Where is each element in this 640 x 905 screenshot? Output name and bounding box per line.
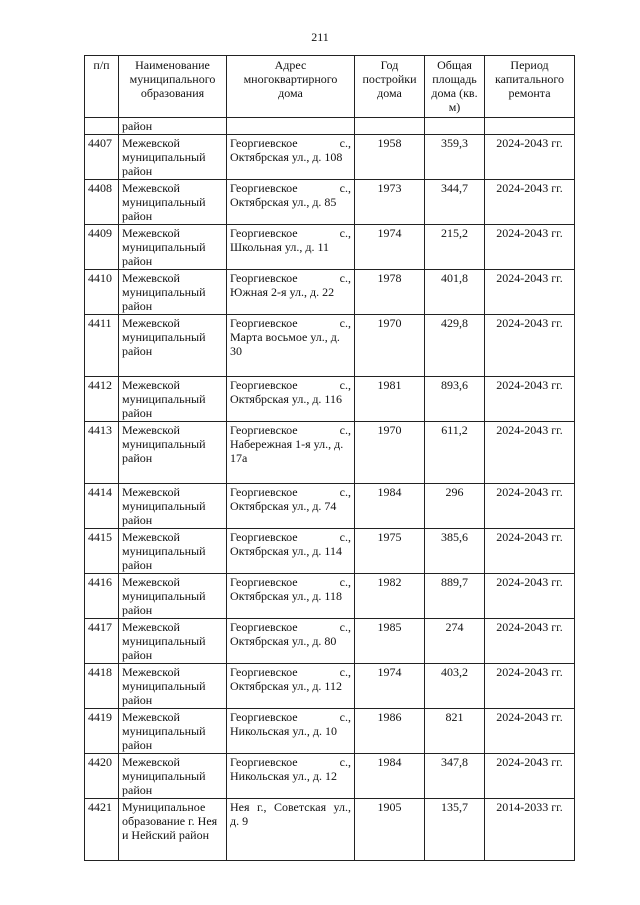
- cell-area: 359,3: [425, 135, 485, 180]
- cell-address: [227, 574, 355, 619]
- table-row: [85, 484, 575, 529]
- cell-area: 893,6: [425, 377, 485, 422]
- cell-municipality: Межевской муниципальный район: [119, 135, 227, 180]
- cell-num: 4412: [85, 377, 119, 422]
- cell-municipality: Межевской муниципальный район: [119, 180, 227, 225]
- cell-period: 2024-2043 гг.: [485, 225, 575, 270]
- header-num: п/п: [85, 56, 119, 118]
- cell-address: [227, 484, 355, 529]
- address-line-1: Георгиевское с.,: [230, 530, 351, 544]
- address-line-1: Георгиевское с.,: [230, 755, 351, 769]
- table-row: [85, 799, 575, 861]
- table-row: [85, 315, 575, 377]
- address-line-2: Южная 2-я ул., д. 22: [230, 285, 335, 299]
- cell-year: 1981: [355, 377, 425, 422]
- table-row: [85, 754, 575, 799]
- cell-year: 1975: [355, 529, 425, 574]
- cell-num: 4407: [85, 135, 119, 180]
- cell-num: 4416: [85, 574, 119, 619]
- continuation-row: [85, 118, 575, 135]
- cell-num: 4411: [85, 315, 119, 377]
- cell-period: 2024-2043 гг.: [485, 619, 575, 664]
- cell-area: 429,8: [425, 315, 485, 377]
- cell-area: 296: [425, 484, 485, 529]
- cell-num: 4417: [85, 619, 119, 664]
- header-address: Адрес многоквартирного дома: [227, 56, 355, 118]
- table-row: [85, 377, 575, 422]
- address-line-2: Марта восьмое ул., д. 30: [230, 330, 340, 358]
- cell-year: 1986: [355, 709, 425, 754]
- cell-area: 889,7: [425, 574, 485, 619]
- cell-area: 344,7: [425, 180, 485, 225]
- cell-year: 1905: [355, 799, 425, 861]
- cell-period: 2024-2043 гг.: [485, 529, 575, 574]
- cell-municipality: Межевской муниципальный район: [119, 574, 227, 619]
- cell-year: 1984: [355, 484, 425, 529]
- cell-period: 2024-2043 гг.: [485, 574, 575, 619]
- cell-address: [227, 754, 355, 799]
- address-line-2: д. 9: [230, 814, 249, 828]
- header-period: Период капитального ремонта: [485, 56, 575, 118]
- address-line-2: Октябрская ул., д. 114: [230, 544, 342, 558]
- address-line-2: Октябрская ул., д. 80: [230, 634, 337, 648]
- cell-period: 2024-2043 гг.: [485, 180, 575, 225]
- table-header: [85, 56, 575, 118]
- cell-municipality: Межевской муниципальный район: [119, 315, 227, 377]
- cell-area: 611,2: [425, 422, 485, 484]
- cell-num: 4421: [85, 799, 119, 861]
- cell-address: [227, 135, 355, 180]
- header-area: Общая площадь дома (кв. м): [425, 56, 485, 118]
- cell-municipality: Межевской муниципальный район: [119, 664, 227, 709]
- address-line-1: Георгиевское с.,: [230, 316, 351, 330]
- address-line-1: Георгиевское с.,: [230, 485, 351, 499]
- table-row: [85, 225, 575, 270]
- cell-num: 4415: [85, 529, 119, 574]
- address-line-2: Никольская ул., д. 10: [230, 724, 337, 738]
- address-line-2: Октябрская ул., д. 108: [230, 150, 343, 164]
- cell-area: 135,7: [425, 799, 485, 861]
- cell-year: 1973: [355, 180, 425, 225]
- cell-municipality: район: [119, 118, 227, 135]
- cell-year: 1984: [355, 754, 425, 799]
- cell-period: [485, 118, 575, 135]
- cell-num: 4414: [85, 484, 119, 529]
- cell-area: 401,8: [425, 270, 485, 315]
- cell-municipality: Межевской муниципальный район: [119, 529, 227, 574]
- table-row: [85, 422, 575, 484]
- address-line-1: Георгиевское с.,: [230, 136, 351, 150]
- header-year: Год постройки дома: [355, 56, 425, 118]
- address-line-1: Георгиевское с.,: [230, 378, 351, 392]
- cell-year: 1985: [355, 619, 425, 664]
- cell-municipality: Муниципальное образование г. Нея и Нейский район: [119, 799, 227, 861]
- cell-address: [227, 315, 355, 377]
- cell-year: 1970: [355, 315, 425, 377]
- cell-num: 4420: [85, 754, 119, 799]
- table-row: [85, 529, 575, 574]
- cell-num: 4410: [85, 270, 119, 315]
- cell-address: [227, 377, 355, 422]
- address-line-1: Георгиевское с.,: [230, 423, 351, 437]
- cell-address: [227, 118, 355, 135]
- cell-year: 1970: [355, 422, 425, 484]
- cell-num: 4408: [85, 180, 119, 225]
- cell-area: 385,6: [425, 529, 485, 574]
- cell-area: 403,2: [425, 664, 485, 709]
- cell-num: 4409: [85, 225, 119, 270]
- table-row: [85, 619, 575, 664]
- address-line-1: Георгиевское с.,: [230, 271, 351, 285]
- cell-num: 4419: [85, 709, 119, 754]
- cell-year: 1978: [355, 270, 425, 315]
- address-line-2: Октябрская ул., д. 118: [230, 589, 342, 603]
- table-row: [85, 135, 575, 180]
- cell-municipality: Межевской муниципальный район: [119, 619, 227, 664]
- cell-period: 2024-2043 гг.: [485, 664, 575, 709]
- address-line-1: Георгиевское с.,: [230, 575, 351, 589]
- address-line-1: Георгиевское с.,: [230, 181, 351, 195]
- cell-address: [227, 529, 355, 574]
- cell-municipality: Межевской муниципальный район: [119, 484, 227, 529]
- cell-address: [227, 619, 355, 664]
- address-line-2: Школьная ул., д. 11: [230, 240, 330, 254]
- cell-area: 347,8: [425, 754, 485, 799]
- address-line-2: Набережная 1-я ул., д. 17а: [230, 437, 344, 465]
- cell-year: [355, 118, 425, 135]
- cell-area: 821: [425, 709, 485, 754]
- table-row: [85, 574, 575, 619]
- cell-num: [85, 118, 119, 135]
- cell-year: 1982: [355, 574, 425, 619]
- address-line-1: Георгиевское с.,: [230, 665, 351, 679]
- cell-period: 2024-2043 гг.: [485, 754, 575, 799]
- cell-municipality: Межевской муниципальный район: [119, 422, 227, 484]
- address-line-2: Никольская ул., д. 12: [230, 769, 337, 783]
- cell-address: [227, 664, 355, 709]
- table-row: [85, 270, 575, 315]
- cell-municipality: Межевской муниципальный район: [119, 709, 227, 754]
- cell-period: 2024-2043 гг.: [485, 377, 575, 422]
- address-line-2: Октябрская ул., д. 85: [230, 195, 337, 209]
- cell-municipality: Межевской муниципальный район: [119, 377, 227, 422]
- cell-year: 1974: [355, 225, 425, 270]
- housing-register-table: [84, 55, 575, 861]
- cell-address: [227, 225, 355, 270]
- cell-period: 2014-2033 гг.: [485, 799, 575, 861]
- cell-period: 2024-2043 гг.: [485, 270, 575, 315]
- header-municipality: Наименование муниципального образования: [119, 56, 227, 118]
- address-line-1: Георгиевское с.,: [230, 620, 351, 634]
- cell-year: 1974: [355, 664, 425, 709]
- cell-address: [227, 799, 355, 861]
- cell-municipality: Межевской муниципальный район: [119, 225, 227, 270]
- address-line-1: Нея г., Советская ул.,: [230, 800, 351, 814]
- cell-address: [227, 270, 355, 315]
- address-line-2: Октябрская ул., д. 112: [230, 679, 342, 693]
- address-line-1: Георгиевское с.,: [230, 226, 351, 240]
- page-number: 211: [311, 30, 329, 44]
- cell-address: [227, 709, 355, 754]
- table-row: [85, 709, 575, 754]
- cell-num: 4413: [85, 422, 119, 484]
- cell-period: 2024-2043 гг.: [485, 709, 575, 754]
- address-line-2: Октябрская ул., д. 116: [230, 392, 342, 406]
- cell-municipality: Межевской муниципальный район: [119, 270, 227, 315]
- address-line-2: Октябрская ул., д. 74: [230, 499, 337, 513]
- cell-municipality: Межевской муниципальный район: [119, 754, 227, 799]
- cell-area: [425, 118, 485, 135]
- cell-period: 2024-2043 гг.: [485, 135, 575, 180]
- cell-area: 215,2: [425, 225, 485, 270]
- table-row: [85, 180, 575, 225]
- address-line-1: Георгиевское с.,: [230, 710, 351, 724]
- cell-num: 4418: [85, 664, 119, 709]
- table-row: [85, 664, 575, 709]
- cell-period: 2024-2043 гг.: [485, 315, 575, 377]
- cell-period: 2024-2043 гг.: [485, 422, 575, 484]
- cell-year: 1958: [355, 135, 425, 180]
- cell-address: [227, 180, 355, 225]
- table-body: [85, 118, 575, 861]
- cell-address: [227, 422, 355, 484]
- cell-period: 2024-2043 гг.: [485, 484, 575, 529]
- cell-area: 274: [425, 619, 485, 664]
